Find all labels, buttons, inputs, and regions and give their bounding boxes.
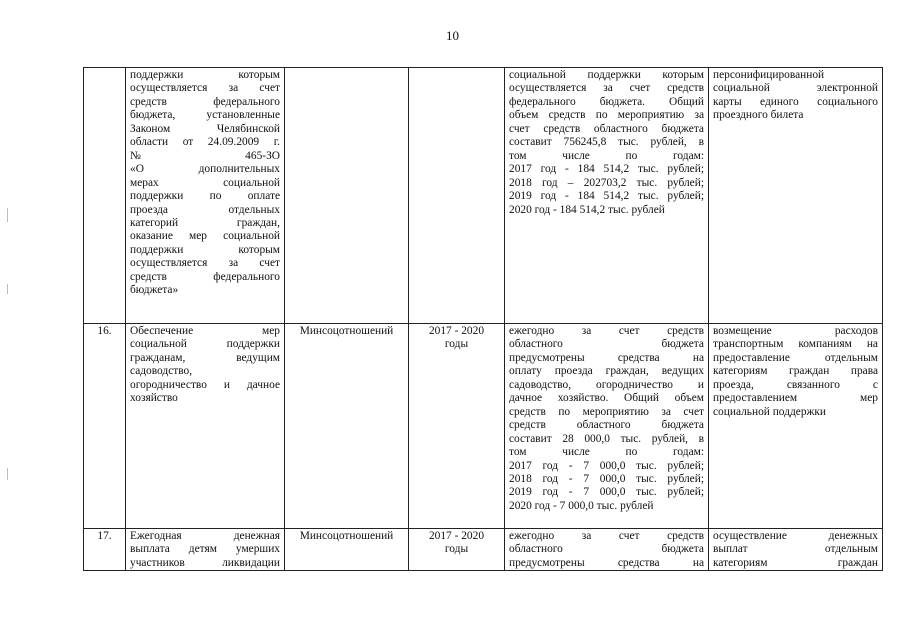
text-line: поддержки которым	[130, 243, 280, 256]
text-line: 2019 год - 184 514,2 тыс. рублей;	[509, 190, 704, 203]
expected-result-cell	[709, 324, 883, 529]
page-number: 10	[446, 28, 459, 43]
text-line: годы	[444, 338, 469, 351]
text-line: средств областного бюджета	[509, 419, 704, 432]
text-line: категорий граждан,	[130, 216, 280, 229]
table-row	[84, 324, 883, 529]
text-line: возмещение расходов	[713, 325, 878, 337]
text-line: гражданам, ведущим	[130, 351, 280, 364]
text-line: Минсоцотношений	[299, 325, 394, 337]
implementation-period-cell	[409, 68, 505, 324]
text-line: предоставлением мер	[713, 392, 878, 405]
text-line: проезда отдельных	[130, 203, 280, 216]
text-line: предусмотрены средства на	[509, 351, 704, 364]
text-line: 2020 год - 7 000,0 тыс. рублей	[509, 499, 654, 512]
text-line: огородничество и дачное	[130, 378, 280, 391]
text-line: 2017 год - 184 514,2 тыс. рублей;	[509, 163, 704, 176]
text-line: садоводство,	[130, 365, 193, 378]
text-line: «О дополнительных	[130, 163, 280, 176]
text-line: средств федерального	[130, 95, 280, 108]
row-number: 16.	[97, 325, 112, 337]
implementation-period-cell	[409, 529, 505, 571]
left-margin-mark	[7, 284, 8, 294]
text-line: социальной поддержки которым	[509, 69, 704, 81]
text-line: социальной поддержки	[713, 405, 827, 418]
text-line: транспортным компаниям на	[713, 338, 878, 351]
text-line: поддержки которым	[130, 69, 280, 81]
text-line: дачное хозяйство. Общий объем	[509, 392, 704, 405]
text-line: осуществление денежных	[713, 530, 878, 542]
text-line: осуществляется за счет средств	[509, 82, 704, 95]
text-line: предусмотрены средства на	[509, 556, 704, 569]
text-line: проезда, связанного с	[713, 378, 878, 391]
funding-description-cell	[505, 68, 709, 324]
text-line: бюджета, установленные	[130, 109, 280, 122]
funding-description-cell	[505, 529, 709, 571]
text-line: Обеспечение мер	[130, 325, 280, 337]
responsible-executor-cell	[285, 529, 409, 571]
text-line: том числе по годам:	[509, 446, 704, 459]
text-line: выплат отдельным	[713, 543, 878, 556]
measure-name-cell	[126, 68, 285, 324]
text-line: социальной электронной	[713, 82, 878, 95]
left-margin-mark	[7, 468, 8, 480]
row-number: 17.	[97, 530, 112, 542]
text-line: составит 28 000,0 тыс. рублей, в	[509, 432, 704, 445]
text-line: средств федерального	[130, 270, 280, 283]
text-line: ежегодно за счет средств	[509, 325, 704, 337]
text-line: категориям граждан права	[713, 365, 878, 378]
text-line: 2018 год – 202703,2 тыс. рублей;	[509, 176, 704, 189]
text-line: хозяйство	[130, 392, 178, 405]
text-line: 2017 - 2020	[428, 325, 485, 337]
text-line: № 465-ЗО	[130, 149, 280, 162]
responsible-executor-cell	[285, 324, 409, 529]
text-line: области от 24.09.2009 г.	[130, 136, 280, 149]
expected-result-cell	[709, 68, 883, 324]
text-line: Минсоцотношений	[299, 530, 394, 542]
table-row	[84, 68, 883, 324]
text-line: составит 756245,8 тыс. рублей, в	[509, 136, 704, 149]
text-line: 2018 год - 7 000,0 тыс. рублей;	[509, 472, 704, 485]
text-line: 2017 год - 7 000,0 тыс. рублей;	[509, 459, 704, 472]
text-line: 2019 год - 7 000,0 тыс. рублей;	[509, 486, 704, 499]
expected-result-cell	[709, 529, 883, 571]
text-line: поддержки по оплате	[130, 190, 280, 203]
text-line: ежегодно за счет средств	[509, 530, 704, 542]
text-line: 2020 год - 184 514,2 тыс. рублей	[509, 203, 665, 216]
text-line: оказание мер социальной	[130, 230, 280, 243]
row-number-cell	[84, 68, 126, 324]
text-line: карты единого социального	[713, 95, 878, 108]
text-line: участников ликвидации	[130, 556, 280, 569]
text-line: садоводство, огородничество и	[509, 378, 704, 391]
text-line: мерах социальной	[130, 176, 280, 189]
row-number-cell	[84, 324, 126, 529]
text-line: объем средств по мероприятию за	[509, 109, 704, 122]
text-line: персонифицированной	[713, 69, 825, 81]
program-measures-table	[83, 67, 883, 571]
text-line: социальной поддержки	[130, 338, 280, 351]
row-number-cell	[84, 529, 126, 571]
text-line: областного бюджета	[509, 543, 704, 556]
text-line: бюджета»	[130, 284, 179, 297]
text-line: годы	[444, 543, 469, 556]
text-line: проездного билета	[713, 109, 804, 122]
table-row	[84, 529, 883, 571]
text-line: предоставление отдельным	[713, 351, 878, 364]
text-line: федерального бюджета. Общий	[509, 95, 704, 108]
responsible-executor-cell	[285, 68, 409, 324]
text-line: осуществляется за счет	[130, 82, 280, 95]
text-line: оплату проезда граждан, ведущих	[509, 365, 704, 378]
implementation-period-cell	[409, 324, 505, 529]
text-line: счет средств областного бюджета	[509, 122, 704, 135]
funding-description-cell	[505, 324, 709, 529]
text-line: средств по мероприятию за счет	[509, 405, 704, 418]
measure-name-cell	[126, 529, 285, 571]
text-line: категориям граждан	[713, 556, 878, 569]
text-line: 2017 - 2020	[428, 530, 485, 542]
text-line: выплата детям умерших	[130, 543, 280, 556]
text-line: Законом Челябинской	[130, 122, 280, 135]
measure-name-cell	[126, 324, 285, 529]
text-line: областного бюджета	[509, 338, 704, 351]
text-line: том числе по годам:	[509, 149, 704, 162]
left-margin-mark	[7, 208, 8, 222]
text-line: Ежегодная денежная	[130, 530, 280, 542]
text-line: осуществляется за счет	[130, 257, 280, 270]
